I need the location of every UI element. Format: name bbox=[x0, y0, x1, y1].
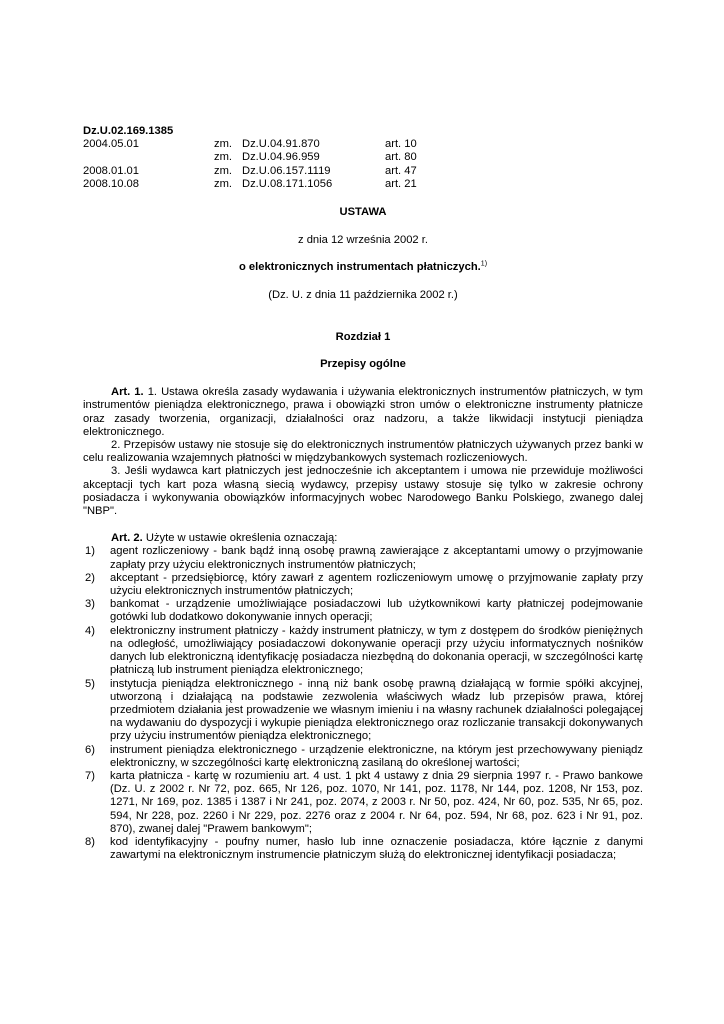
act-publication: (Dz. U. z dnia 11 października 2002 r.) bbox=[268, 288, 458, 301]
definition-item bbox=[83, 545, 643, 571]
item-number: 3) bbox=[85, 598, 95, 611]
journal-reference: Dz.U.02.169.1385 bbox=[83, 125, 174, 137]
article-1-paragraph-3: 3. Jeśli wydawca kart płatniczych jest jednocześnie ich akceptantem i umowa nie przewiduje możliwości akceptacji tych kart poza własną siecią wydawcy, przepisy ustawy stosuje się tylko w zakresie ochrony posiadacza i wykonywania obowiązków informacyjnych wobec Narodowego Banku Polskiego, zwanego dalej "NBP". bbox=[83, 465, 643, 518]
act-subject bbox=[83, 261, 643, 274]
definition-item bbox=[83, 572, 643, 598]
amendment-row bbox=[83, 165, 643, 178]
footnote-marker: 1) bbox=[480, 260, 488, 268]
definition-item bbox=[83, 598, 643, 624]
amendment-art: art. 10 bbox=[385, 138, 417, 151]
article-1 bbox=[83, 386, 643, 518]
amendment-zm: zm. bbox=[214, 138, 233, 151]
amendment-zm: zm. bbox=[214, 164, 233, 177]
article-2-intro bbox=[83, 532, 643, 545]
definition-item bbox=[83, 744, 643, 770]
amendment-ref: Dz.U.06.157.1119 bbox=[242, 164, 331, 177]
item-number: 5) bbox=[85, 677, 95, 690]
item-text: agent rozliczeniowy - bank bądź inną osobę prawną zawierające z akceptantami umowy o przyjmowanie zapłaty przy użyciu elektronicznych instrumentów płatniczych; bbox=[110, 545, 643, 571]
amendment-row bbox=[83, 178, 643, 191]
article-label: Art. 1. bbox=[111, 386, 144, 399]
item-number: 6) bbox=[85, 743, 95, 756]
item-number: 2) bbox=[85, 571, 95, 584]
item-text: instytucja pieniądza elektronicznego - inną niż bank osobę prawną działającą w formie spółki akcyjnej, utworzoną i działającą na podstawie zezwolenia właściwych władz lub przepisów prawa, której przedmiotem działania jest prowadzenie we własnym imieniu i na własny rachunek działalności polegającej na wydawaniu do dyspozycji i wykupie pieniądza elektronicznego oraz rozliczanie transakcji dokonywanych przy użyciu instrumentów pieniądza elektronicznego; bbox=[110, 677, 643, 743]
amendment-ref: Dz.U.04.91.870 bbox=[242, 138, 320, 151]
article-1-paragraph-1 bbox=[83, 386, 643, 439]
article-2 bbox=[83, 532, 643, 862]
amendment-ref: Dz.U.08.171.1056 bbox=[242, 177, 333, 190]
amendment-row bbox=[83, 138, 643, 151]
amendment-zm: zm. bbox=[214, 177, 233, 190]
item-text: instrument pieniądza elektronicznego - urządzenie elektroniczne, na którym jest przechowywany pieniądz elektroniczny, w szczególności kartę elektroniczną zasilaną do określonej wartości; bbox=[110, 743, 643, 769]
amendment-date: 2004.05.01 bbox=[83, 138, 139, 151]
item-number: 4) bbox=[85, 624, 95, 637]
chapter-name: Przepisy ogólne bbox=[320, 358, 406, 371]
paragraph-text: 1. Ustawa określa zasady wydawania i używania elektronicznych instrumentów płatniczych, w tym instrumentów pieniądza elektronicznego, prawa i obowiązki stron umów o elektroniczne instrumenty płatnicze oraz zasady tworzenia, organizacji, działalności oraz nadzoru, a także likwidacji instytucji pieniądza elektronicznego. bbox=[83, 386, 643, 438]
item-text: bankomat - urządzenie umożliwiające posiadaczowi lub użytkownikowi karty płatniczej podejmowanie gotówki lub dodatkowo dokonywanie innych operacji; bbox=[110, 598, 643, 624]
item-text: kod identyfikacyjny - poufny numer, hasło lub inne oznaczenie posiadacza, które łącznie z danymi zawartymi na elektronicznym instrumencie płatniczym służą do elektronicznej identyfikacji posiadacza; bbox=[110, 835, 643, 862]
definition-item bbox=[83, 625, 643, 678]
amendment-date: 2008.01.01 bbox=[83, 164, 139, 177]
amendment-zm: zm. bbox=[214, 151, 233, 164]
act-subject-text: o elektronicznych instrumentach płatniczych. bbox=[238, 261, 481, 274]
amendment-art: art. 21 bbox=[385, 177, 417, 190]
item-text: karta płatnicza - kartę w rozumieniu art. 4 ust. 1 pkt 4 ustawy z dnia 29 sierpnia 1997 r. - Prawo bankowe (Dz. U. z 2002 r. Nr 72, poz. 665, Nr 126, poz. 1070, Nr 141, poz. 1178, Nr 144, poz. 1208, Nr 153, poz. 1271, Nr 169, poz. 1385 i 1387 i Nr 241, poz. 2074, z 2003 r. Nr 50, poz. 424, Nr 60, poz. 535, Nr 65, poz. 594, Nr 228, poz. 2260 i Nr 229, poz. 2276 oraz z 2004 r. Nr 64, poz. 594, Nr 68, poz. 623 i Nr 91, poz. 870), zwanej dalej "Prawem bankowym"; bbox=[110, 769, 643, 835]
amendment-date: 2008.10.08 bbox=[83, 177, 139, 190]
act-date: z dnia 12 września 2002 r. bbox=[298, 234, 428, 247]
amendments-table bbox=[83, 138, 643, 191]
act-type: USTAWA bbox=[339, 206, 387, 219]
article-1-paragraph-2: 2. Przepisów ustawy nie stosuje się do elektronicznych instrumentów płatniczych używanych przez banki w celu realizowania wzajemnych płatności w międzybankowych systemach rozliczeniowych. bbox=[83, 439, 643, 465]
amendment-ref: Dz.U.04.96.959 bbox=[242, 151, 320, 164]
item-number: 7) bbox=[85, 769, 95, 782]
definition-item bbox=[83, 678, 643, 744]
definition-item bbox=[83, 836, 643, 862]
article-label: Art. 2. bbox=[111, 532, 143, 545]
amendment-art: art. 80 bbox=[385, 151, 417, 164]
item-number: 8) bbox=[85, 835, 95, 848]
intro-text: Użyte w ustawie określenia oznaczają: bbox=[145, 532, 338, 545]
document-page bbox=[83, 125, 643, 862]
item-text: elektroniczny instrument płatniczy - każdy instrument płatniczy, w tym z dostępem do środków pieniężnych na odległość, umożliwiający posiadaczowi dokonywanie operacji przy użyciu informatycznych nośników danych lub elektroniczną identyfikację posiadacza niezbędną do dokonania operacji, w szczególności kartę płatniczą lub instrument pieniądza elektronicznego; bbox=[110, 624, 643, 677]
item-text: akceptant - przedsiębiorcę, który zawarł z agentem rozliczeniowym umowę o przyjmowanie zapłaty przy użyciu elektronicznych instrumentów płatniczych; bbox=[110, 571, 643, 598]
item-number: 1) bbox=[85, 545, 95, 558]
chapter-number: Rozdział 1 bbox=[335, 330, 391, 343]
amendment-date bbox=[83, 151, 214, 164]
amendment-row bbox=[83, 151, 643, 164]
amendment-art: art. 47 bbox=[385, 164, 417, 177]
definition-item bbox=[83, 770, 643, 836]
